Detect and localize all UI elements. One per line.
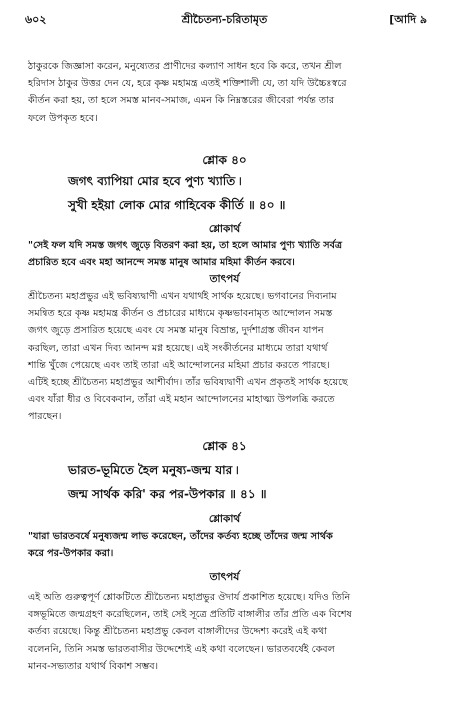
translation-line: প্রচারিত হবে এবং মহা আনন্দে সমস্ত মানুষ আমার মহিমা কীর্তন করবে।	[28, 257, 295, 269]
translation-line: করে পর-উপকার করা।	[28, 548, 114, 560]
sloka-40-verse-line: জগৎ ব্যাপিয়া মোর হবে পুণ্য খ্যাতি ৷	[68, 174, 242, 188]
purport-line: মানব-সভ্যতার যথার্থ বিকাশ সম্ভব।	[28, 660, 158, 672]
purport-line: করছিল, তারা এখন দিব্য আনন্দ মগ্ন হয়েছে। এই সংকীর্তনের মাধ্যমে তারা যথার্থ	[28, 342, 328, 354]
purport-line: সমন্বিত হরে কৃষ্ণ মহামন্ত্র কীর্তন ও প্রচারের মাধ্যমে কৃষ্ণভাবনামৃত আন্দোলন সমস্ত	[28, 308, 333, 320]
purport-line: কর্তব্য রয়েছে। কিন্তু শ্রীচৈতন্য মহাপ্রভু কেবল বাঙ্গালীদের উদ্দেশ্য করেই এই কথা	[28, 626, 327, 638]
sloka-41-heading: শ্লোক ৪১	[202, 439, 247, 453]
purport-line: শ্রীচৈতন্য মহাপ্রভুর এই ভবিষ্যদ্বাণী এখন যথার্থই সার্থক হয়েছে। ভগবানের দিব্যনাম	[28, 291, 337, 302]
purport-line: জগৎ জুড়ে প্রসারিত হয়েছে এবং যে সমস্ত মানুষ বিভ্রান্ত, দুর্দশাগ্রস্ত জীবন যাপন	[28, 325, 324, 337]
purport-line: বঙ্গভূমিতে জন্মগ্রহণ করেছিলেন, তাই সেই সূত্রে প্রতিটি বাঙ্গালীর তাঁর প্রতি এক বিশেষ	[28, 609, 352, 621]
intro-line: ফলে উপকৃত হবে।	[28, 112, 98, 124]
purport-line: এটিই হচ্ছে শ্রীচৈতন্য মহাপ্রভুর আশীর্বাদ। তাঁর ভবিষ্যদ্বাণী এখন প্রকৃতই সার্থক হয়েছে	[28, 377, 348, 389]
purport-line: শান্তি খুঁজে পেয়েছে এবং তাই তারা এই আন্দোলনের মহিমা প্রচার করতে পারছে।	[28, 359, 330, 371]
purport-line: বলেননি, তিনি সমস্ত ভারতবাসীর উদ্দেশ্যেই এই কথা বলেছেন। ভারতবর্ষেই কেবল	[28, 643, 335, 655]
sloka-40-purport	[28, 288, 424, 426]
intro-line: ঠাকুরকে জিজ্ঞাসা করেন, মনুষ্যেতর প্রাণীদের কল্যাণ সাধন হবে কি করে, তখন শ্রীল	[28, 61, 342, 72]
page-number: ৬০২	[25, 13, 47, 26]
translation-line: "সেই ফল যদি সমস্ত জগৎ জুড়ে বিতরণ করা হয়, তা হলে আমার পুণ্য খ্যাতি সর্বত্র	[28, 240, 342, 251]
sloka-41-verse-line: ভারত-ভূমিতে হৈল মনুষ্য-জন্ম যার ৷	[68, 463, 239, 477]
section-label: [আদি ৯	[389, 13, 427, 26]
intro-line: হরিদাস ঠাকুর উত্তর দেন যে, হরে কৃষ্ণ মহামন্ত্র এতই শক্তিশালী যে, তা যদি উচ্চৈঃস্বরে	[28, 78, 347, 90]
purport-line: এই অতি গুরুত্বপূর্ণ শ্লোকটিতে শ্রীচৈতন্য মহাপ্রভুর ঔদার্য প্রকাশিত হয়েছে। যদিও তিনি	[28, 592, 351, 603]
purport-line: এবং যাঁরা ধীর ও বিবেকবান, তাঁরা এই মহান আন্দোলনের মাহাত্ম্য উপলব্ধি করতে	[28, 394, 335, 406]
sloka-41-purport	[28, 589, 424, 675]
translation-line: "যারা ভারতবর্ষে মনুষ্যজন্ম লাভ করেছেন, তাঁদের কর্তব্য হচ্ছে তাঁদের জন্ম সার্থক	[28, 531, 333, 542]
sloka-41-purport-label: তাৎপর্য	[209, 571, 240, 583]
sloka-41-verse-line: জন্ম সার্থক করি' কর পর-উপকার ॥ ৪১ ॥	[68, 487, 267, 501]
sloka-40-purport-label: তাৎপর্য	[209, 273, 240, 285]
book-title: শ্রীচৈতন্য-চরিতামৃত	[181, 13, 268, 26]
purport-line: পারছেন।	[28, 411, 62, 423]
intro-line: কীর্তন করা হয়, তা হলে সমস্ত মানব-সমাজ, এমন কি নিম্নস্তরের জীবেরা পর্যন্ত তার	[28, 95, 335, 107]
sloka-41-translation-label: শ্লোকার্থ	[208, 513, 241, 525]
sloka-40-verse-line: সুখী হইয়া লোক মোর গাহিবেক কীর্তি ॥ ৪০ ॥	[68, 198, 286, 212]
sloka-40-translation-label: শ্লোকার্থ	[208, 223, 241, 235]
sloka-40-translation	[28, 237, 424, 271]
intro-paragraph	[28, 58, 424, 127]
sloka-41-translation	[28, 528, 424, 562]
sloka-40-heading: শ্লোক ৪০	[202, 153, 247, 167]
